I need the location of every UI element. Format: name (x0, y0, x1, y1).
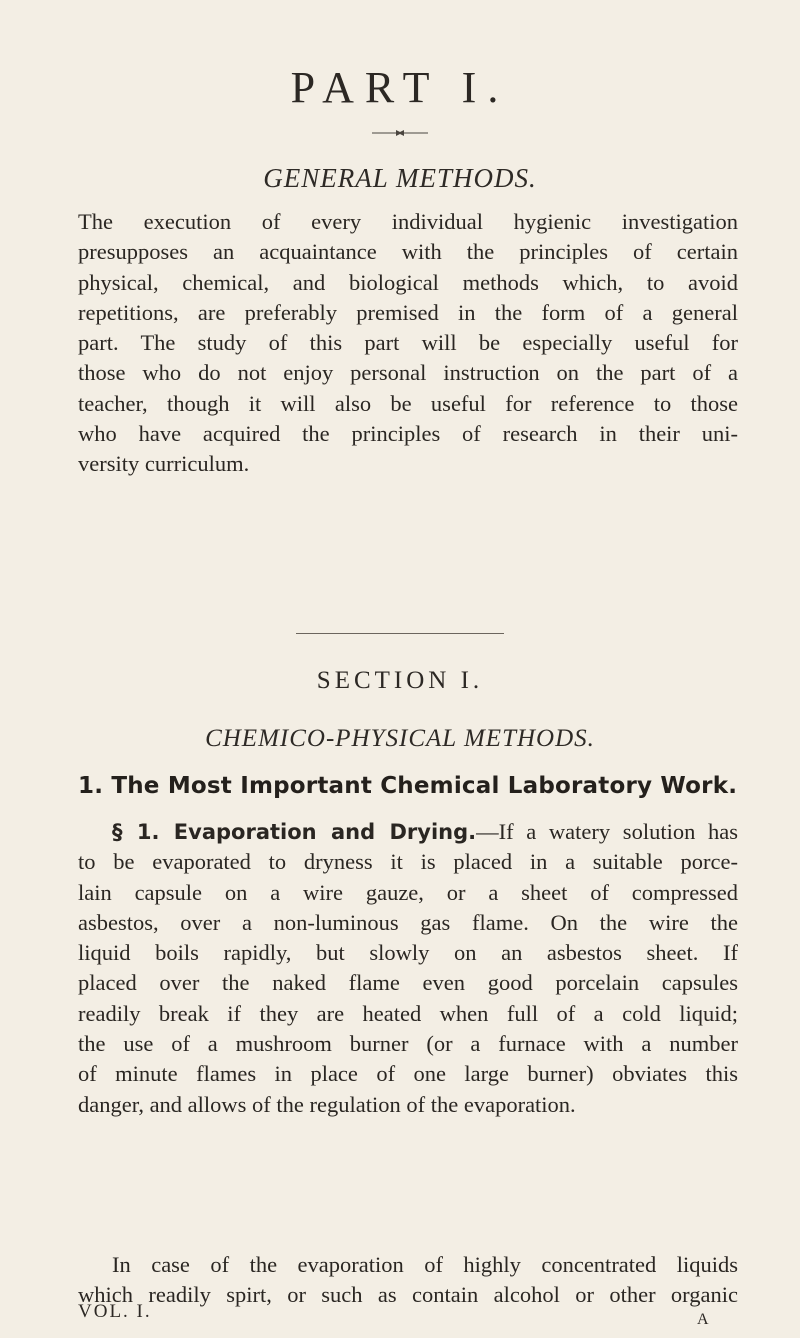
para-line: asbestos, over a non-luminous gas flame. On the wire the (78, 909, 738, 935)
subsection-heading: 1. The Most Important Chemical Laboratory Work. (78, 773, 738, 799)
intro-line: who have acquired the principles of research in their uni- (78, 421, 738, 447)
intro-line: teacher, though it will also be useful for reference to those (78, 390, 738, 416)
intro-line: repetitions, are preferably premised in the form of a general (78, 299, 738, 325)
evaporation-paragraph (78, 817, 738, 1120)
volume-signature: VOL. I. (78, 1301, 152, 1322)
para-line: danger, and allows of the regulation of the evaporation. (78, 1091, 576, 1117)
paragraph-heading: § 1. Evaporation and Drying. (112, 820, 477, 844)
para-line: to be evaporated to dryness it is placed in a suitable porce- (78, 849, 738, 875)
para-line: In case of the evaporation of highly concentrated liquids (112, 1252, 738, 1277)
para-line (78, 817, 738, 847)
para-line: lain capsule on a wire gauze, or a sheet of compressed (78, 879, 738, 905)
para-line: the use of a mushroom burner (or a furnace with a number (78, 1031, 738, 1057)
intro-line: those who do not enjoy personal instruction on the part of a (78, 360, 738, 386)
para-line: of minute flames in place of one large burner) obviates this (78, 1061, 738, 1087)
intro-line: physical, chemical, and biological methods which, to avoid (78, 269, 738, 295)
section-label: SECTION I. (316, 667, 484, 694)
intro-line: part. The study of this part will be especially useful for (78, 330, 738, 356)
ornament-divider (372, 128, 428, 138)
section-rule (296, 633, 504, 634)
para-line: readily break if they are heated when full of a cold liquid; (78, 1000, 738, 1026)
intro-paragraph (78, 207, 738, 480)
intro-line: The execution of every individual hygienic investigation (78, 209, 738, 234)
para-line-text: —If a watery solution has (476, 819, 738, 844)
para-line: liquid boils rapidly, but slowly on an asbestos sheet. If (78, 940, 738, 966)
intro-line: presupposes an acquaintance with the principles of certain (78, 239, 738, 265)
section-title: CHEMICO-PHYSICAL METHODS. (205, 725, 595, 752)
para-line: which readily spirt, or such as contain alcohol or other organic (78, 1282, 738, 1308)
intro-line: versity curriculum. (78, 451, 250, 477)
concentrated-liquids-paragraph (78, 1250, 738, 1311)
para-line: placed over the naked flame even good porcelain capsules (78, 970, 738, 996)
general-methods-heading: GENERAL METHODS. (263, 163, 537, 193)
part-title: PART I. (290, 63, 510, 112)
signature-mark: A (697, 1311, 709, 1328)
